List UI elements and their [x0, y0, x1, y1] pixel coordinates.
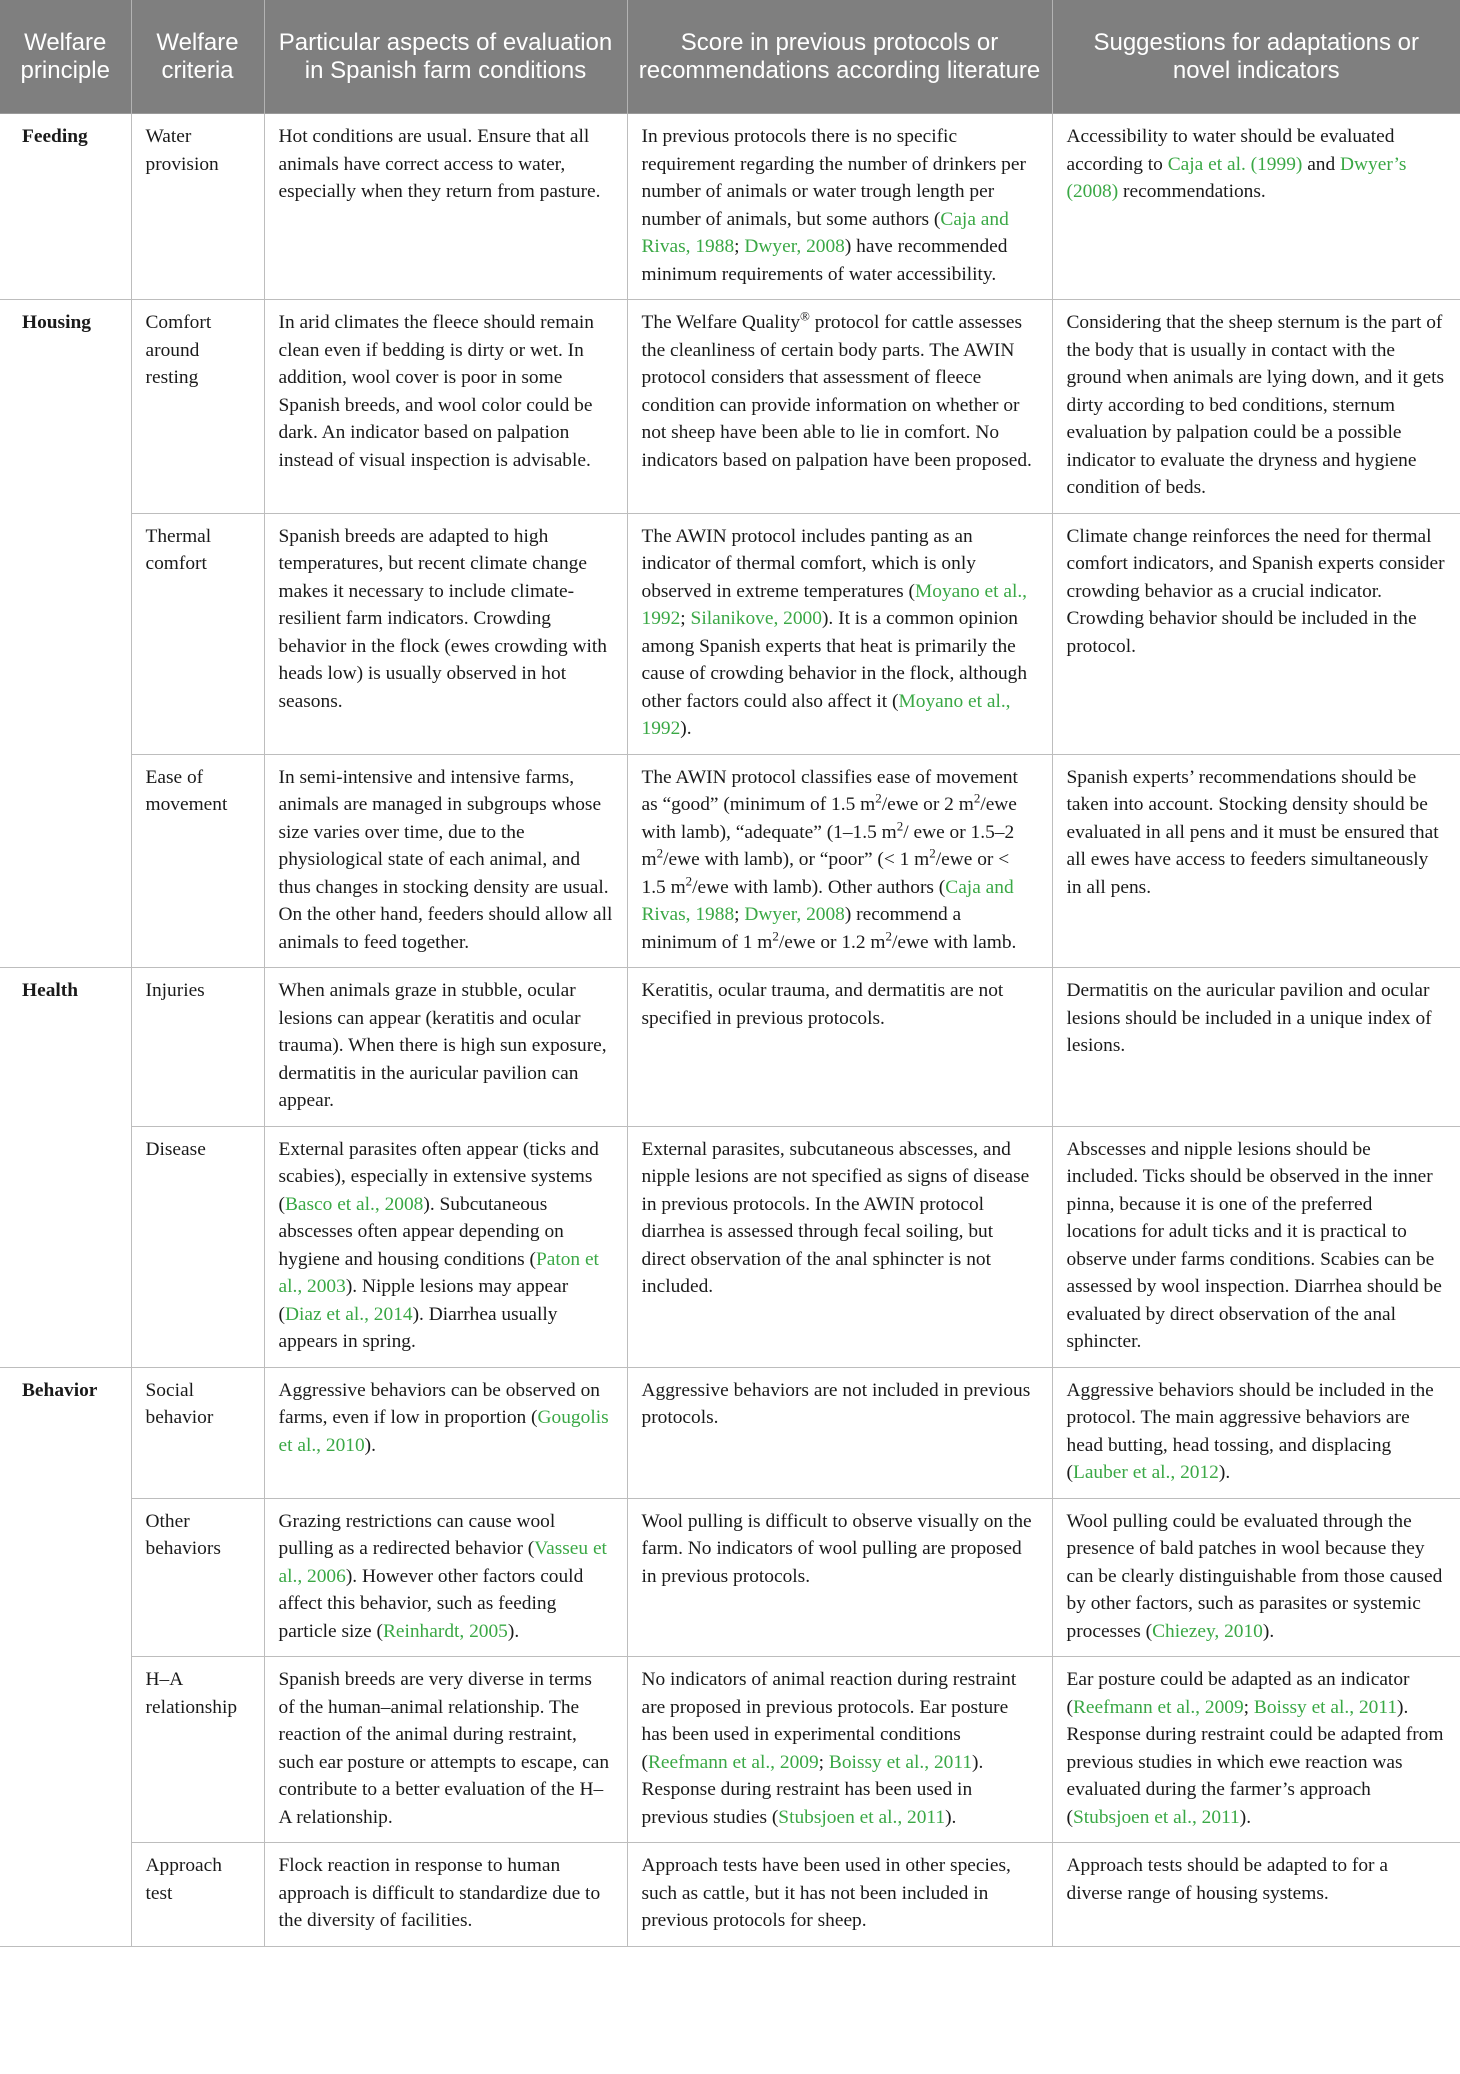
- cell-text: External parasites, subcutaneous abscesses, and nipple lesions are not specified as signs of disease in previous protocols. In the AWIN protocol diarrhea is assessed through fecal soiling, but direct observation of the anal sphincter is not included.: [641, 1138, 1030, 1297]
- reference-link[interactable]: Moyano et al., 1992: [641, 580, 1028, 629]
- table-row: [0, 1657, 1460, 1843]
- aspects-cell: [264, 1498, 627, 1657]
- cell-text: ).: [1262, 1620, 1275, 1642]
- reference-link[interactable]: Basco et al., 2008: [284, 1193, 424, 1215]
- reference-link[interactable]: Gougolis et al., 2010: [278, 1407, 609, 1456]
- cell-text: /ewe or 2 m: [881, 794, 974, 815]
- cell-text: recommendations.: [1118, 181, 1266, 202]
- cell-text: Wool pulling is difficult to observe visually on the farm. No indicators of wool pulling are proposed in previous protocols.: [641, 1510, 1032, 1587]
- suggestions-cell: [1052, 1843, 1460, 1947]
- reference-link[interactable]: Reefmann et al., 2009: [1072, 1696, 1244, 1718]
- cell-text: Ear posture could be adapted as an indicator (: [1066, 1669, 1410, 1718]
- cell-text: No indicators of animal reaction during restraint are proposed in previous protocols. Ear posture has been used in experimental conditions (: [641, 1669, 1017, 1773]
- principle-health: Health: [0, 968, 131, 1368]
- cell-text: protocol for cattle assesses the cleanliness of certain body parts. The AWIN protocol considers that assessment of fleece condition can provide information on whether or not sheep have been able to lie in comfort. No indicators based on palpation have been proposed.: [641, 312, 1032, 471]
- principle-housing: Housing: [0, 300, 131, 968]
- superscript: 2: [772, 928, 779, 944]
- cell-text: Flock reaction in response to human approach is difficult to standardize due to the diversity of facilities.: [278, 1855, 601, 1931]
- criteria-cell: H–A relationship: [131, 1657, 264, 1843]
- cell-text: and: [1302, 153, 1341, 175]
- reference-link[interactable]: Caja and Rivas, 1988: [641, 208, 1009, 257]
- cell-text: ).: [680, 718, 692, 739]
- cell-text: ;: [734, 236, 745, 257]
- criteria-cell: Injuries: [131, 968, 264, 1127]
- previous-cell: [627, 1843, 1052, 1947]
- cell-text: The AWIN protocol includes panting as an indicator of thermal comfort, which is only observed in extreme temperatures (: [641, 525, 976, 602]
- criteria-cell: Other behaviors: [131, 1498, 264, 1657]
- cell-text: Grazing restrictions can cause wool pulling as a redirected behavior (: [278, 1510, 556, 1559]
- table-row: [0, 1843, 1460, 1947]
- previous-cell: [627, 754, 1052, 968]
- reference-link[interactable]: Dwyer, 2008: [744, 904, 845, 925]
- reference-link[interactable]: Stubsjoen et al., 2011: [1072, 1806, 1240, 1828]
- superscript: 2: [875, 790, 882, 806]
- reference-link[interactable]: Moyano et al., 1992: [641, 690, 1011, 739]
- reference-link[interactable]: Caja et al. (1999): [1167, 153, 1303, 175]
- suggestions-cell: [1052, 968, 1460, 1127]
- cell-text: ).: [507, 1620, 520, 1642]
- cell-text: Approach tests should be adapted to for a diverse range of housing systems.: [1066, 1855, 1388, 1904]
- cell-text: ) have recommended minimum requirements of water accessibility.: [641, 236, 1008, 285]
- cell-text: The Welfare Quality: [641, 312, 801, 333]
- superscript: 2: [885, 928, 893, 944]
- table-row: [0, 1126, 1460, 1367]
- cell-text: ).: [1218, 1462, 1231, 1483]
- suggestions-cell: [1052, 754, 1460, 968]
- aspects-cell: [264, 1843, 627, 1947]
- aspects-cell: [264, 968, 627, 1127]
- table-row: [0, 968, 1460, 1127]
- cell-text: Dermatitis on the auricular pavilion and ocular lesions should be included in a unique index of lesions.: [1066, 980, 1432, 1056]
- cell-text: /ewe with lamb), “adequate” (1–1.5 m: [641, 794, 1017, 843]
- cell-text: ). It is a common opinion among Spanish experts that heat is primarily the cause of crowding behavior in the flock, although other factors could also affect it (: [641, 608, 1028, 712]
- criteria-cell: Ease of movement: [131, 754, 264, 968]
- cell-text: External parasites often appear (ticks and scabies), especially in extensive systems (: [278, 1138, 599, 1215]
- cell-text: Aggressive behaviors can be observed on farms, even if low in proportion (: [278, 1379, 600, 1428]
- suggestions-cell: [1052, 1126, 1460, 1367]
- header-welfare-criteria: Welfare criteria: [131, 0, 264, 114]
- superscript: 2: [685, 873, 693, 889]
- reference-link[interactable]: Reinhardt, 2005: [382, 1620, 508, 1642]
- header-row: [0, 0, 1460, 114]
- reference-link[interactable]: Stubsjoen et al., 2011: [778, 1806, 946, 1828]
- principle-feeding: Feeding: [0, 114, 131, 300]
- criteria-cell: Thermal comfort: [131, 513, 264, 754]
- cell-text: Spanish breeds are very diverse in terms of the human–animal relationship. The reaction of the animal during restraint, such ear posture or attempts to escape, can contribute to a better evaluation of the H–A relationship.: [278, 1669, 610, 1828]
- aspects-cell: [264, 1126, 627, 1367]
- cell-text: ). Subcutaneous abscesses often appear depending on hygiene and housing conditions (: [278, 1193, 564, 1270]
- superscript: 2: [973, 790, 981, 806]
- cell-text: Keratitis, ocular trauma, and dermatitis are not specified in previous protocols.: [641, 980, 1004, 1029]
- cell-text: ). Nipple lesions may appear (: [278, 1276, 569, 1325]
- cell-text: In arid climates the fleece should remain clean even if bedding is dirty or wet. In addition, wool cover is poor in some Spanish breeds, and wool color could be dark. An indicator based on palpation instead of visual inspection is advisable.: [278, 312, 595, 471]
- reference-link[interactable]: Boissy et al., 2011: [828, 1751, 973, 1773]
- cell-text: ).: [364, 1434, 376, 1456]
- suggestions-cell: [1052, 1657, 1460, 1843]
- table-row: [0, 1498, 1460, 1657]
- cell-text: ).: [1239, 1806, 1252, 1828]
- previous-cell: [627, 513, 1052, 754]
- aspects-cell: [264, 513, 627, 754]
- table-row: [0, 754, 1460, 968]
- cell-text: /ewe or 1.2 m: [778, 931, 886, 953]
- cell-text: ;: [680, 608, 691, 629]
- cell-text: Considering that the sheep sternum is the part of the body that is usually in contact with the ground when animals are lying down, and it gets dirty according to bed conditions, sternum evaluation by palpation could be a possible indicator to evaluate the dryness and hygiene condition of beds.: [1066, 312, 1445, 498]
- reference-link[interactable]: Chiezey, 2010: [1152, 1620, 1263, 1642]
- criteria-cell: Social behavior: [131, 1367, 264, 1498]
- cell-text: In previous protocols there is no specific requirement regarding the number of drinkers per number of animals or water trough length per number of animals, but some authors (: [641, 126, 1026, 230]
- cell-text: ). However other factors could affect this behavior, such as feeding particle size (: [278, 1565, 584, 1642]
- criteria-cell: Disease: [131, 1126, 264, 1367]
- cell-text: ;: [734, 904, 745, 925]
- reference-link[interactable]: Caja and Rivas, 1988: [641, 876, 1014, 925]
- cell-text: Spanish breeds are adapted to high temperatures, but recent climate change makes it necessary to include climate-resilient farm indicators. Crowding behavior in the flock (ewes crowding with heads low) is usually observed in hot seasons.: [278, 525, 607, 712]
- criteria-cell: Water provision: [131, 114, 264, 300]
- suggestions-cell: [1052, 114, 1460, 300]
- cell-text: ;: [1243, 1696, 1254, 1718]
- superscript: ®: [800, 308, 810, 324]
- superscript: 2: [656, 845, 664, 861]
- previous-cell: [627, 1498, 1052, 1657]
- reference-link[interactable]: Reefmann et al., 2009: [647, 1751, 819, 1773]
- cell-text: Hot conditions are usual. Ensure that all animals have correct access to water, especially when they return from pasture.: [278, 126, 601, 202]
- table-row: [0, 1367, 1460, 1498]
- cell-text: Approach tests have been used in other species, such as cattle, but it has not been included in previous protocols for sheep.: [641, 1855, 1011, 1931]
- cell-text: ) recommend a minimum of 1 m: [641, 904, 962, 953]
- aspects-cell: [264, 1367, 627, 1498]
- cell-text: When animals graze in stubble, ocular lesions can appear (keratitis and ocular trauma). When there is high sun exposure, dermatitis in the auricular pavilion can appear.: [278, 980, 607, 1111]
- cell-text: Aggressive behaviors should be included in the protocol. The main aggressive behaviors are head butting, head tossing, and displacing (: [1066, 1379, 1434, 1483]
- reference-link[interactable]: Paton et al., 2003: [278, 1248, 599, 1297]
- suggestions-cell: [1052, 513, 1460, 754]
- table-row: [0, 513, 1460, 754]
- cell-text: /ewe with lamb), or “poor” (< 1 m: [663, 849, 930, 870]
- criteria-cell: Comfort around resting: [131, 300, 264, 514]
- cell-text: The AWIN protocol classifies ease of movement as “good” (minimum of 1.5 m: [641, 766, 1018, 815]
- reference-link[interactable]: Diaz et al., 2014: [284, 1303, 413, 1325]
- cell-text: In semi-intensive and intensive farms, animals are managed in subgroups whose size varies over time, due to the physiological state of each animal, and thus changes in stocking density are usual. On the other hand, feeders should allow all animals to feed together.: [278, 766, 613, 953]
- aspects-cell: [264, 1657, 627, 1843]
- cell-text: / ewe or 1.5–2 m: [641, 821, 1015, 870]
- header-suggestions: Suggestions for adaptations or novel indicators: [1052, 0, 1460, 114]
- header-welfare-principle: Welfare principle: [0, 0, 131, 114]
- previous-cell: [627, 1657, 1052, 1843]
- cell-text: /ewe with lamb.: [892, 931, 1017, 953]
- reference-link[interactable]: Silanikove, 2000: [690, 608, 822, 629]
- previous-cell: [627, 114, 1052, 300]
- cell-text: Aggressive behaviors are not included in previous protocols.: [641, 1379, 1031, 1428]
- header-previous-protocols: Score in previous protocols or recommendations according literature: [627, 0, 1052, 114]
- previous-cell: [627, 1367, 1052, 1498]
- previous-cell: [627, 1126, 1052, 1367]
- cell-text: ). Response during restraint has been used in previous studies (: [641, 1751, 984, 1828]
- cell-text: /ewe with lamb). Other authors (: [692, 876, 946, 898]
- cell-text: Climate change reinforces the need for thermal comfort indicators, and Spanish experts consider crowding behavior as a crucial indicator. Crowding behavior should be included in the protocol.: [1066, 525, 1445, 657]
- superscript: 2: [896, 818, 904, 834]
- previous-cell: [627, 968, 1052, 1127]
- suggestions-cell: [1052, 300, 1460, 514]
- table-row: [0, 114, 1460, 300]
- suggestions-cell: [1052, 1498, 1460, 1657]
- table-row: [0, 300, 1460, 514]
- superscript: 2: [929, 845, 936, 861]
- reference-link[interactable]: Lauber et al., 2012: [1072, 1462, 1219, 1483]
- cell-text: ).: [945, 1806, 957, 1828]
- reference-link[interactable]: Dwyer’s (2008): [1066, 153, 1407, 202]
- cell-text: ). Response during restraint could be adapted from previous studies in which ewe reaction was evaluated during the farmer’s approach (: [1066, 1696, 1444, 1828]
- cell-text: /ewe or < 1.5 m: [641, 849, 1010, 898]
- cell-text: Spanish experts’ recommendations should be taken into account. Stocking density should be evaluated in all pens and it must be ensured that all ewes have access to feeders simultaneously in all pens.: [1066, 766, 1439, 898]
- aspects-cell: [264, 114, 627, 300]
- cell-text: Wool pulling could be evaluated through the presence of bald patches in wool because they can be clearly distinguishable from those caused by other factors, such as parasites or systemic processes (: [1066, 1510, 1443, 1642]
- header-particular-aspects: Particular aspects of evaluation in Spanish farm conditions: [264, 0, 627, 114]
- criteria-cell: Approach test: [131, 1843, 264, 1947]
- reference-link[interactable]: Vasseu et al., 2006: [278, 1538, 607, 1587]
- suggestions-cell: [1052, 1367, 1460, 1498]
- aspects-cell: [264, 300, 627, 514]
- reference-link[interactable]: Dwyer, 2008: [744, 236, 845, 257]
- principle-behavior: Behavior: [0, 1367, 131, 1946]
- cell-text: ;: [818, 1751, 829, 1773]
- previous-cell: [627, 300, 1052, 514]
- reference-link[interactable]: Boissy et al., 2011: [1253, 1696, 1398, 1718]
- cell-text: ). Diarrhea usually appears in spring.: [278, 1303, 558, 1352]
- cell-text: Accessibility to water should be evaluated according to: [1066, 126, 1395, 175]
- aspects-cell: [264, 754, 627, 968]
- cell-text: Abscesses and nipple lesions should be included. Ticks should be observed in the inner pinna, because it is one of the preferred locations for adult ticks and it is practical to observe under farms conditions. Scabies can be assessed by wool inspection. Diarrhea should be evaluated by direct observation of the anal sphincter.: [1066, 1138, 1442, 1352]
